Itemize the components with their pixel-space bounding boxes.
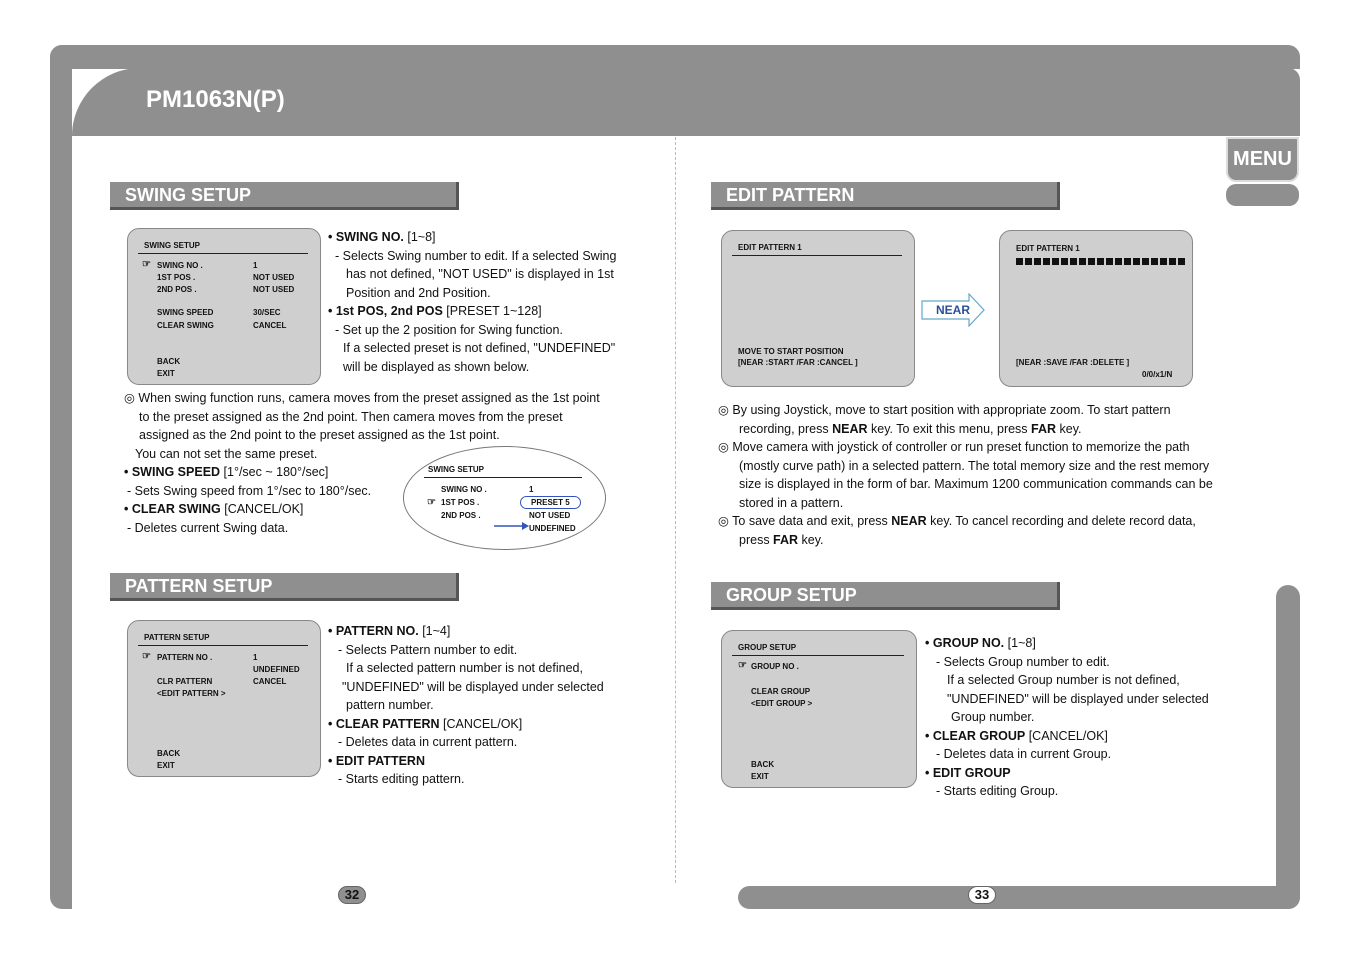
screen-title: EDIT PATTERN 1 <box>738 243 802 252</box>
clear-pattern-heading: • CLEAR PATTERN <box>328 716 440 731</box>
page-title: PM1063N(P) <box>146 86 285 113</box>
swing-run-3: assigned as the 2nd point to the preset assigned as the 1st point. <box>139 428 500 442</box>
edit-p2-line1: ◎ Move camera with joystick of controller or run preset function to memorize the path <box>718 440 1190 454</box>
pos-heading: • 1st POS, 2nd POS <box>328 304 443 318</box>
oval-title: SWING SETUP <box>428 465 485 474</box>
swing-speed-heading: • SWING SPEED <box>124 465 221 479</box>
pos1-value: NOT USED <box>253 273 295 282</box>
page-number-right: 33 <box>968 886 996 904</box>
edit-pattern-heading: EDIT PATTERN <box>711 182 1060 210</box>
edit-group-desc: - Starts editing Group. <box>936 784 1059 798</box>
pattern-no-desc-4: pattern number. <box>346 698 434 712</box>
move-start-text: MOVE TO START POSITION <box>738 347 844 356</box>
swing-speed-range: [1°/sec ~ 180°/sec] <box>220 465 329 479</box>
edit-pattern-text <box>718 401 1213 549</box>
pattern-no-desc-2: If a selected pattern number is not defined, <box>346 661 583 675</box>
oval-pos2-value: NOT USED <box>529 511 571 520</box>
exit-label: EXIT <box>157 369 175 378</box>
clear-group-label: CLEAR GROUP <box>751 687 811 696</box>
screen-title: SWING SETUP <box>144 241 201 250</box>
pattern-no-desc-3: "UNDEFINED" will be displayed under selected <box>342 679 604 694</box>
group-setup-heading: GROUP SETUP <box>711 582 1060 610</box>
swing-run-1: ◎ When swing function runs, camera moves from the preset assigned as the 1st point <box>124 391 600 405</box>
pattern-no-value: 1 <box>253 653 258 662</box>
arrow-right-icon <box>492 520 530 532</box>
pointer-hand-icon: ☞ <box>142 259 151 270</box>
pos-range: [PRESET 1~128] <box>442 304 542 318</box>
clear-pattern-range: [CANCEL/OK] <box>439 716 523 731</box>
oval-pos1-value: PRESET 5 <box>520 496 581 509</box>
frame-top-bar <box>50 45 1300 69</box>
edit-p2-line3: size is displayed in the form of bar. Maximum 1200 communication commands can be <box>739 477 1213 491</box>
group-no-label: GROUP NO . <box>751 662 799 671</box>
menu-tab[interactable]: MENU <box>1226 137 1299 182</box>
back-label: BACK <box>157 357 181 366</box>
exit-label: EXIT <box>157 761 175 770</box>
edit-p2-line2: (mostly curve path) in a selected pattern. The total memory size and the rest memory <box>739 458 1210 473</box>
pattern-no-desc-1: - Selects Pattern number to edit. <box>338 642 518 657</box>
near-arrow-label: NEAR <box>936 303 971 317</box>
pos1-label: 1ST POS . <box>157 273 196 282</box>
swing-no-desc-2: has not defined, "NOT USED" is displayed in 1st <box>346 267 614 281</box>
pattern-no-range: [1~4] <box>418 624 451 638</box>
exit-label: EXIT <box>751 772 769 781</box>
group-setup-screen <box>721 630 917 788</box>
edit-pattern-desc: - Starts editing pattern. <box>338 772 465 786</box>
undefined-example-oval <box>403 446 606 550</box>
clear-swing-desc: - Deletes current Swing data. <box>127 520 289 535</box>
oval-undefined-value: UNDEFINED <box>529 524 576 533</box>
memory-readout: 0/0/x1/N <box>1142 370 1173 379</box>
swing-speed-value: 30/SEC <box>253 308 281 317</box>
swing-no-value: 1 <box>253 261 258 270</box>
clear-pattern-desc: - Deletes data in current pattern. <box>338 735 518 749</box>
pointer-hand-icon: ☞ <box>142 651 151 662</box>
group-no-desc-3: "UNDEFINED" will be displayed under selected <box>947 691 1209 706</box>
swing-no-label: SWING NO . <box>157 261 203 270</box>
far-key: FAR <box>773 532 799 547</box>
pattern-no-label: PATTERN NO . <box>157 653 213 662</box>
edit-p3-post: key. To cancel recording and delete record data, <box>926 514 1196 528</box>
swing-setup-screen <box>127 228 321 385</box>
group-text-block <box>925 634 1209 801</box>
edit-p1-pre: recording, press <box>739 421 833 436</box>
clear-group-desc: - Deletes data in current Group. <box>936 747 1112 761</box>
edit-pattern-label: <EDIT PATTERN > <box>157 689 226 698</box>
swing-no-desc-1: - Selects Swing number to edit. If a selected Swing <box>335 248 617 263</box>
pointer-hand-icon: ☞ <box>738 660 747 671</box>
oval-swing-no-label: SWING NO . <box>441 485 487 494</box>
screen-title: GROUP SETUP <box>738 643 797 652</box>
swing-no-range: [1~8] <box>403 230 436 244</box>
clr-pattern-value: CANCEL <box>253 677 287 686</box>
edit-p3b-post: key. <box>798 532 824 547</box>
edit-p1-mid: key. To exit this menu, press <box>867 421 1032 436</box>
memory-bar <box>1016 258 1186 265</box>
pos-desc-1: - Set up the 2 position for Swing function. <box>335 322 563 337</box>
oval-pos1-label: 1ST POS . <box>441 498 480 507</box>
near-key: NEAR <box>891 514 927 528</box>
save-delete-hint: [NEAR :SAVE /FAR :DELETE ] <box>1016 358 1130 367</box>
clear-swing-label: CLEAR SWING <box>157 321 214 330</box>
edit-p1-post: key. <box>1056 421 1082 436</box>
pos-desc-3: will be displayed as shown below. <box>343 359 530 374</box>
page-divider <box>675 137 676 883</box>
pointer-hand-icon: ☞ <box>427 497 436 508</box>
back-label: BACK <box>157 749 181 758</box>
swing-no-block <box>328 228 616 376</box>
pattern-no-heading: • PATTERN NO. <box>328 624 419 638</box>
edit-group-heading: • EDIT GROUP <box>925 765 1011 780</box>
clear-group-heading: • CLEAR GROUP <box>925 728 1026 743</box>
pattern-text-block <box>328 622 604 789</box>
pos2-label: 2ND POS . <box>157 285 197 294</box>
clear-swing-heading: • CLEAR SWING <box>124 502 221 516</box>
edit-p1-line1: ◎ By using Joystick, move to start position with appropriate zoom. To start pattern <box>718 403 1171 417</box>
clr-pattern-label: CLR PATTERN <box>157 677 213 686</box>
screen-title: EDIT PATTERN 1 <box>1016 244 1080 253</box>
pattern-undefined: UNDEFINED <box>253 665 300 674</box>
pattern-setup-screen <box>127 620 321 777</box>
edit-p2-line4: stored in a pattern. <box>739 495 844 510</box>
group-no-heading: • GROUP NO. <box>925 636 1005 650</box>
group-no-range: [1~8] <box>1004 636 1036 650</box>
frame-right-bar <box>1276 585 1300 909</box>
edit-p3-pre: ◎ To save data and exit, press <box>718 514 892 528</box>
swing-no-desc-3: Position and 2nd Position. <box>346 285 491 300</box>
screen-title: PATTERN SETUP <box>144 633 210 642</box>
clear-swing-value: CANCEL <box>253 321 287 330</box>
swing-speed-label: SWING SPEED <box>157 308 214 317</box>
edit-pattern-screen-1 <box>721 230 915 387</box>
swing-run-2: to the preset assigned as the 2nd point. Then camera moves from the preset <box>139 409 563 424</box>
oval-pos2-label: 2ND POS . <box>441 511 481 520</box>
clear-group-range: [CANCEL/OK] <box>1025 728 1108 743</box>
group-no-desc-1: - Selects Group number to edit. <box>936 654 1110 669</box>
swing-run-4: You can not set the same preset. <box>135 446 318 461</box>
swing-no-heading: • SWING NO. <box>328 230 404 244</box>
pattern-setup-heading: PATTERN SETUP <box>110 573 459 601</box>
swing-setup-heading: SWING SETUP <box>110 182 459 210</box>
near-key: NEAR <box>832 421 868 436</box>
pos2-value: NOT USED <box>253 285 295 294</box>
back-label: BACK <box>751 760 775 769</box>
frame-bottom-bar <box>738 886 1300 909</box>
page-number-left: 32 <box>338 886 366 904</box>
near-far-hint: [NEAR :START /FAR :CANCEL ] <box>738 358 858 367</box>
group-no-desc-2: If a selected Group number is not defined, <box>947 673 1180 687</box>
edit-pattern-screen-2 <box>999 230 1193 387</box>
edit-pattern-heading: • EDIT PATTERN <box>328 753 425 768</box>
frame-left-bar <box>50 45 72 909</box>
group-no-desc-4: Group number. <box>951 710 1035 724</box>
clear-swing-range: [CANCEL/OK] <box>220 502 304 516</box>
swing-speed-desc: - Sets Swing speed from 1°/sec to 180°/sec. <box>127 483 372 498</box>
edit-p3b-pre: press <box>739 532 774 547</box>
pos-desc-2: If a selected preset is not defined, "UNDEFINED" <box>343 341 616 355</box>
menu-tab-lower <box>1226 184 1299 206</box>
edit-group-label: <EDIT GROUP > <box>751 699 813 708</box>
oval-swing-no-value: 1 <box>529 485 534 494</box>
far-key: FAR <box>1031 421 1057 436</box>
